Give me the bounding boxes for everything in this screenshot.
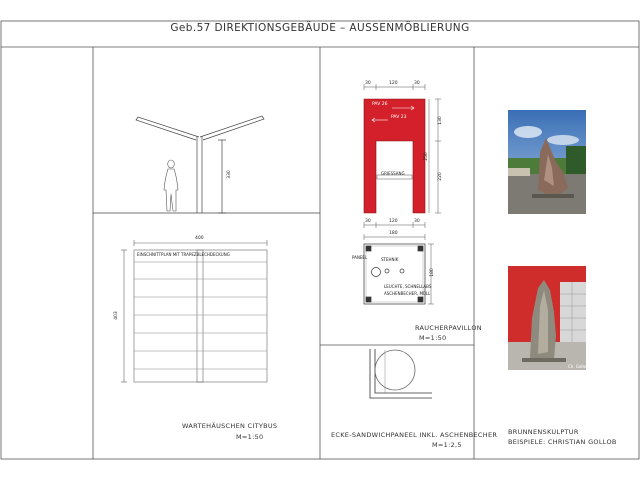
plan-width-value: 400 bbox=[195, 236, 204, 241]
sculpture-examples: BEISPIELE: CHRISTIAN GOLLOB bbox=[508, 438, 617, 446]
plan-label-panel: PANEEL bbox=[352, 255, 368, 260]
right-dim-2: 250 bbox=[423, 152, 429, 161]
plan-depth-label: 180 bbox=[429, 268, 435, 277]
citybus-caption: WARTEHÄUSCHEN CITYBUS bbox=[182, 422, 278, 430]
sculpture-caption: BRUNNENSKULPTUR bbox=[508, 428, 579, 436]
plan-label-light: LEUCHTE, SCHNELLABS bbox=[384, 284, 432, 289]
sculpture-photo-1 bbox=[508, 110, 586, 214]
plan-label-standing: STEHNIK bbox=[381, 257, 399, 262]
plan-depth-value: 403 bbox=[113, 311, 119, 320]
sculpture-photo-2 bbox=[508, 266, 586, 370]
plan-dim-1: 30 bbox=[365, 219, 371, 224]
pavillon-scale: M=1:50 bbox=[419, 334, 447, 342]
plan-note: EINSCHNITTPLAN MIT TRAPEZBLECHDECKUNG bbox=[137, 252, 230, 257]
top-dim-3: 30 bbox=[414, 81, 420, 86]
sign-line-1: PAV 26 bbox=[372, 102, 388, 107]
bench-label: GRIESSANG bbox=[381, 171, 405, 176]
ashtray-circle bbox=[375, 350, 415, 390]
plan-dim-2: 120 bbox=[389, 219, 398, 224]
right-dim-3: 220 bbox=[437, 172, 443, 181]
sculpture-photo-1-image bbox=[508, 110, 586, 214]
right-dim-1: 130 bbox=[437, 116, 443, 125]
height-value: 330 bbox=[226, 170, 232, 179]
plan-label-ashtray: ASCHENBECHER, MÜLL bbox=[384, 291, 431, 296]
pavillon-caption: RAUCHERPAVILLON bbox=[415, 324, 482, 332]
photo-tag: Ch. Gollob bbox=[568, 364, 589, 369]
sign-line-2: PAV 23 bbox=[391, 115, 407, 120]
sculpture-photo-2-image bbox=[508, 266, 586, 370]
citybus-scale: M=1:50 bbox=[236, 433, 264, 441]
top-dim-2: 120 bbox=[389, 81, 398, 86]
sandwich-panel-outer bbox=[370, 349, 432, 398]
detail-scale: M=1:2,5 bbox=[432, 441, 462, 449]
detail-caption: ECKE-SANDWICHPANEEL INKL. ASCHENBECHER bbox=[331, 431, 498, 439]
plan-width-label: 180 bbox=[389, 231, 398, 236]
plan-dim-3: 30 bbox=[414, 219, 420, 224]
sheet-title: Geb.57 DIREKTIONSGEBÄUDE – AUSSENMÖBLIERUNG bbox=[170, 22, 470, 34]
top-dim-1: 30 bbox=[365, 81, 371, 86]
